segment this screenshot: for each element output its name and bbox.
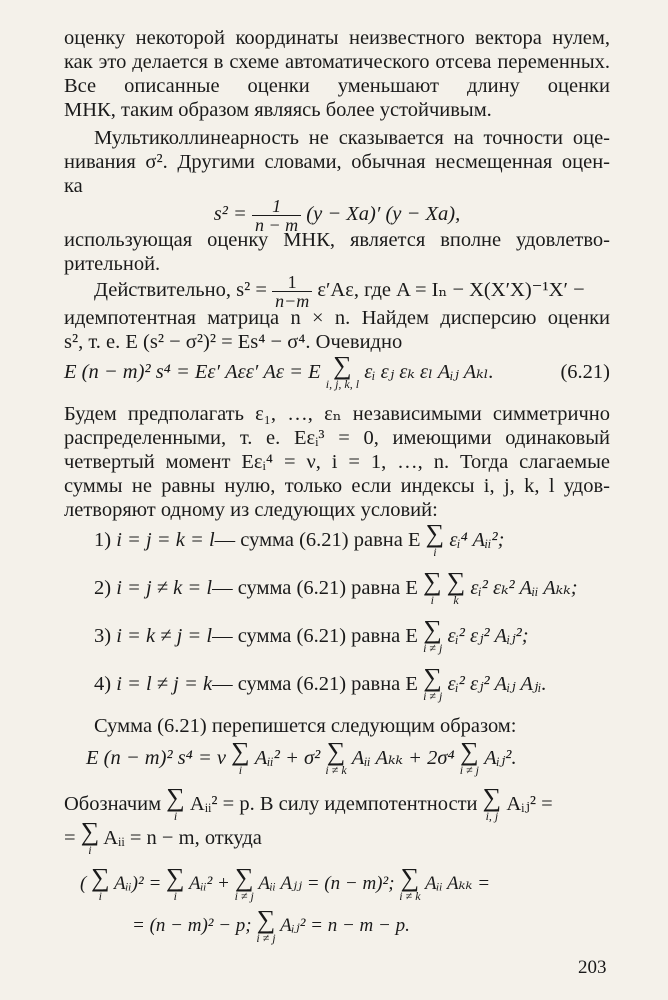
text-line: как это делается в схеме автоматического отсева переменных. [64,51,610,73]
text-line: ка [64,175,83,197]
text-line-with-sums: = ∑ i Aᵢᵢ = n − m, откуда [64,817,262,858]
fraction: $\frac{1}{n-m}$ [272,273,312,310]
sum-symbol: ∑ i [425,519,445,560]
equation-final-2: = (n − m)² − p; ∑ i ≠ j Aᵢⱼ² = n − m − p. [132,904,410,945]
sum-symbol: ∑ i [166,783,185,824]
text-line: s², т. е. E (s² − σ²)² = Es⁴ − σ⁴. Очевидно [64,331,403,353]
sum-symbol: ∑ i ≠ j [256,904,276,945]
sum-symbol: ∑ i [166,862,185,903]
text-line: оценку некоторой координаты неизвестного вектора нулем, [64,27,610,49]
text-line: летворяют одному из следующих условий: [64,499,438,521]
sum-symbol: ∑ i [423,567,442,608]
sum-symbol: ∑ i ≠ j [423,615,443,656]
text-line: распределенными, т. е. Eεᵢ³ = 0, имеющими одинаковый [64,427,610,449]
text-line-with-fraction: Действительно, s² = $\frac{1}{n-m}$ ε′Aε, где A = Iₙ − X(X′X)⁻¹X′ − [94,271,585,311]
text-line: Все описанные оценки уменьшают длину оценки [64,75,610,97]
sum-symbol: ∑ i [91,862,110,903]
sum-symbol: ∑ i ≠ j [234,862,254,903]
sum-symbol: ∑ i [80,817,100,858]
equation-number: (6.21) [560,361,610,383]
eq-rhs: (y − Xa)′ (y − Xa), [306,203,461,225]
equation-6-21: E (n − m)² s⁴ = Eε′ Aεε′ Aε = E ∑ i, j, k, l εᵢ εⱼ εₖ εₗ Aᵢⱼ Aₖₗ. (6.21) [64,351,610,392]
case-item: 4) i = l ≠ j = k— сумма (6.21) равна E ∑ i ≠ j εᵢ² εⱼ² Aᵢⱼ Aⱼᵢ. [94,663,547,704]
sum-symbol: ∑ i ≠ k [325,737,347,778]
sum-symbol: ∑ i, j, k, l [325,351,360,392]
text-line: использующая оценку МНК, является вполне удовлетво- [64,229,610,251]
case-item: 1) i = j = k = l— сумма (6.21) равна E ∑ i εᵢ⁴ Aᵢᵢ²; [94,519,505,560]
sum-symbol: ∑ i, j [482,783,502,824]
text-line: рительной. [64,253,161,275]
text-line: четвертый момент Eεᵢ⁴ = ν, i = 1, …, n. Тогда слагаемые [64,451,610,473]
fraction: $\frac{1}{n - m}$ [252,197,301,234]
text-line-with-sums: Обозначим ∑ i Aᵢᵢ² = p. В силу идемпотентности ∑ i, j Aᵢⱼ² = [64,783,553,824]
text-line: суммы не равны нулю, только если индексы i, j, k, l удов- [64,475,610,497]
text-line: Будем предполагать ε₁, …, εₙ независимыми симметрично [64,403,610,425]
text-line: нивания σ². Другими словами, обычная несмещенная оцен- [64,151,610,173]
text-line: МНК, таким образом являясь более устойчивым. [64,99,492,121]
equation-final-1: ( ∑ i Aᵢᵢ)² = ∑ i Aᵢᵢ² + ∑ i ≠ j Aᵢᵢ Aⱼⱼ = (n − m)²; ∑ i ≠ k Aᵢᵢ Aₖₖ = [80,862,491,903]
text-line: идемпотентная матрица n × n. Найдем дисперсию оценки [64,307,610,329]
text-line: Сумма (6.21) перепишется следующим образом: [94,715,517,737]
sum-symbol: ∑ k [446,567,466,608]
page-number: 203 [578,957,607,978]
sum-symbol: ∑ i ≠ j [423,663,443,704]
sum-symbol: ∑ i ≠ k [399,862,421,903]
case-item: 3) i = k ≠ j = l— сумма (6.21) равна E ∑ i ≠ j εᵢ² εⱼ² Aᵢⱼ²; [94,615,529,656]
case-item: 2) i = j ≠ k = l— сумма (6.21) равна E ∑ i ∑ k εᵢ² εₖ² Aᵢᵢ Aₖₖ; [94,567,578,608]
eq-lhs: s² = [213,203,247,225]
equation-sum-rewrite: E (n − m)² s⁴ = ν ∑ i Aᵢᵢ² + σ² ∑ i ≠ k Aᵢᵢ Aₖₖ + 2σ⁴ ∑ i ≠ j Aᵢⱼ². [86,737,517,778]
sum-symbol: ∑ i [231,737,250,778]
text-line: Мультиколлинеарность не сказывается на точности оце- [94,127,610,149]
sum-symbol: ∑ i ≠ j [459,737,479,778]
